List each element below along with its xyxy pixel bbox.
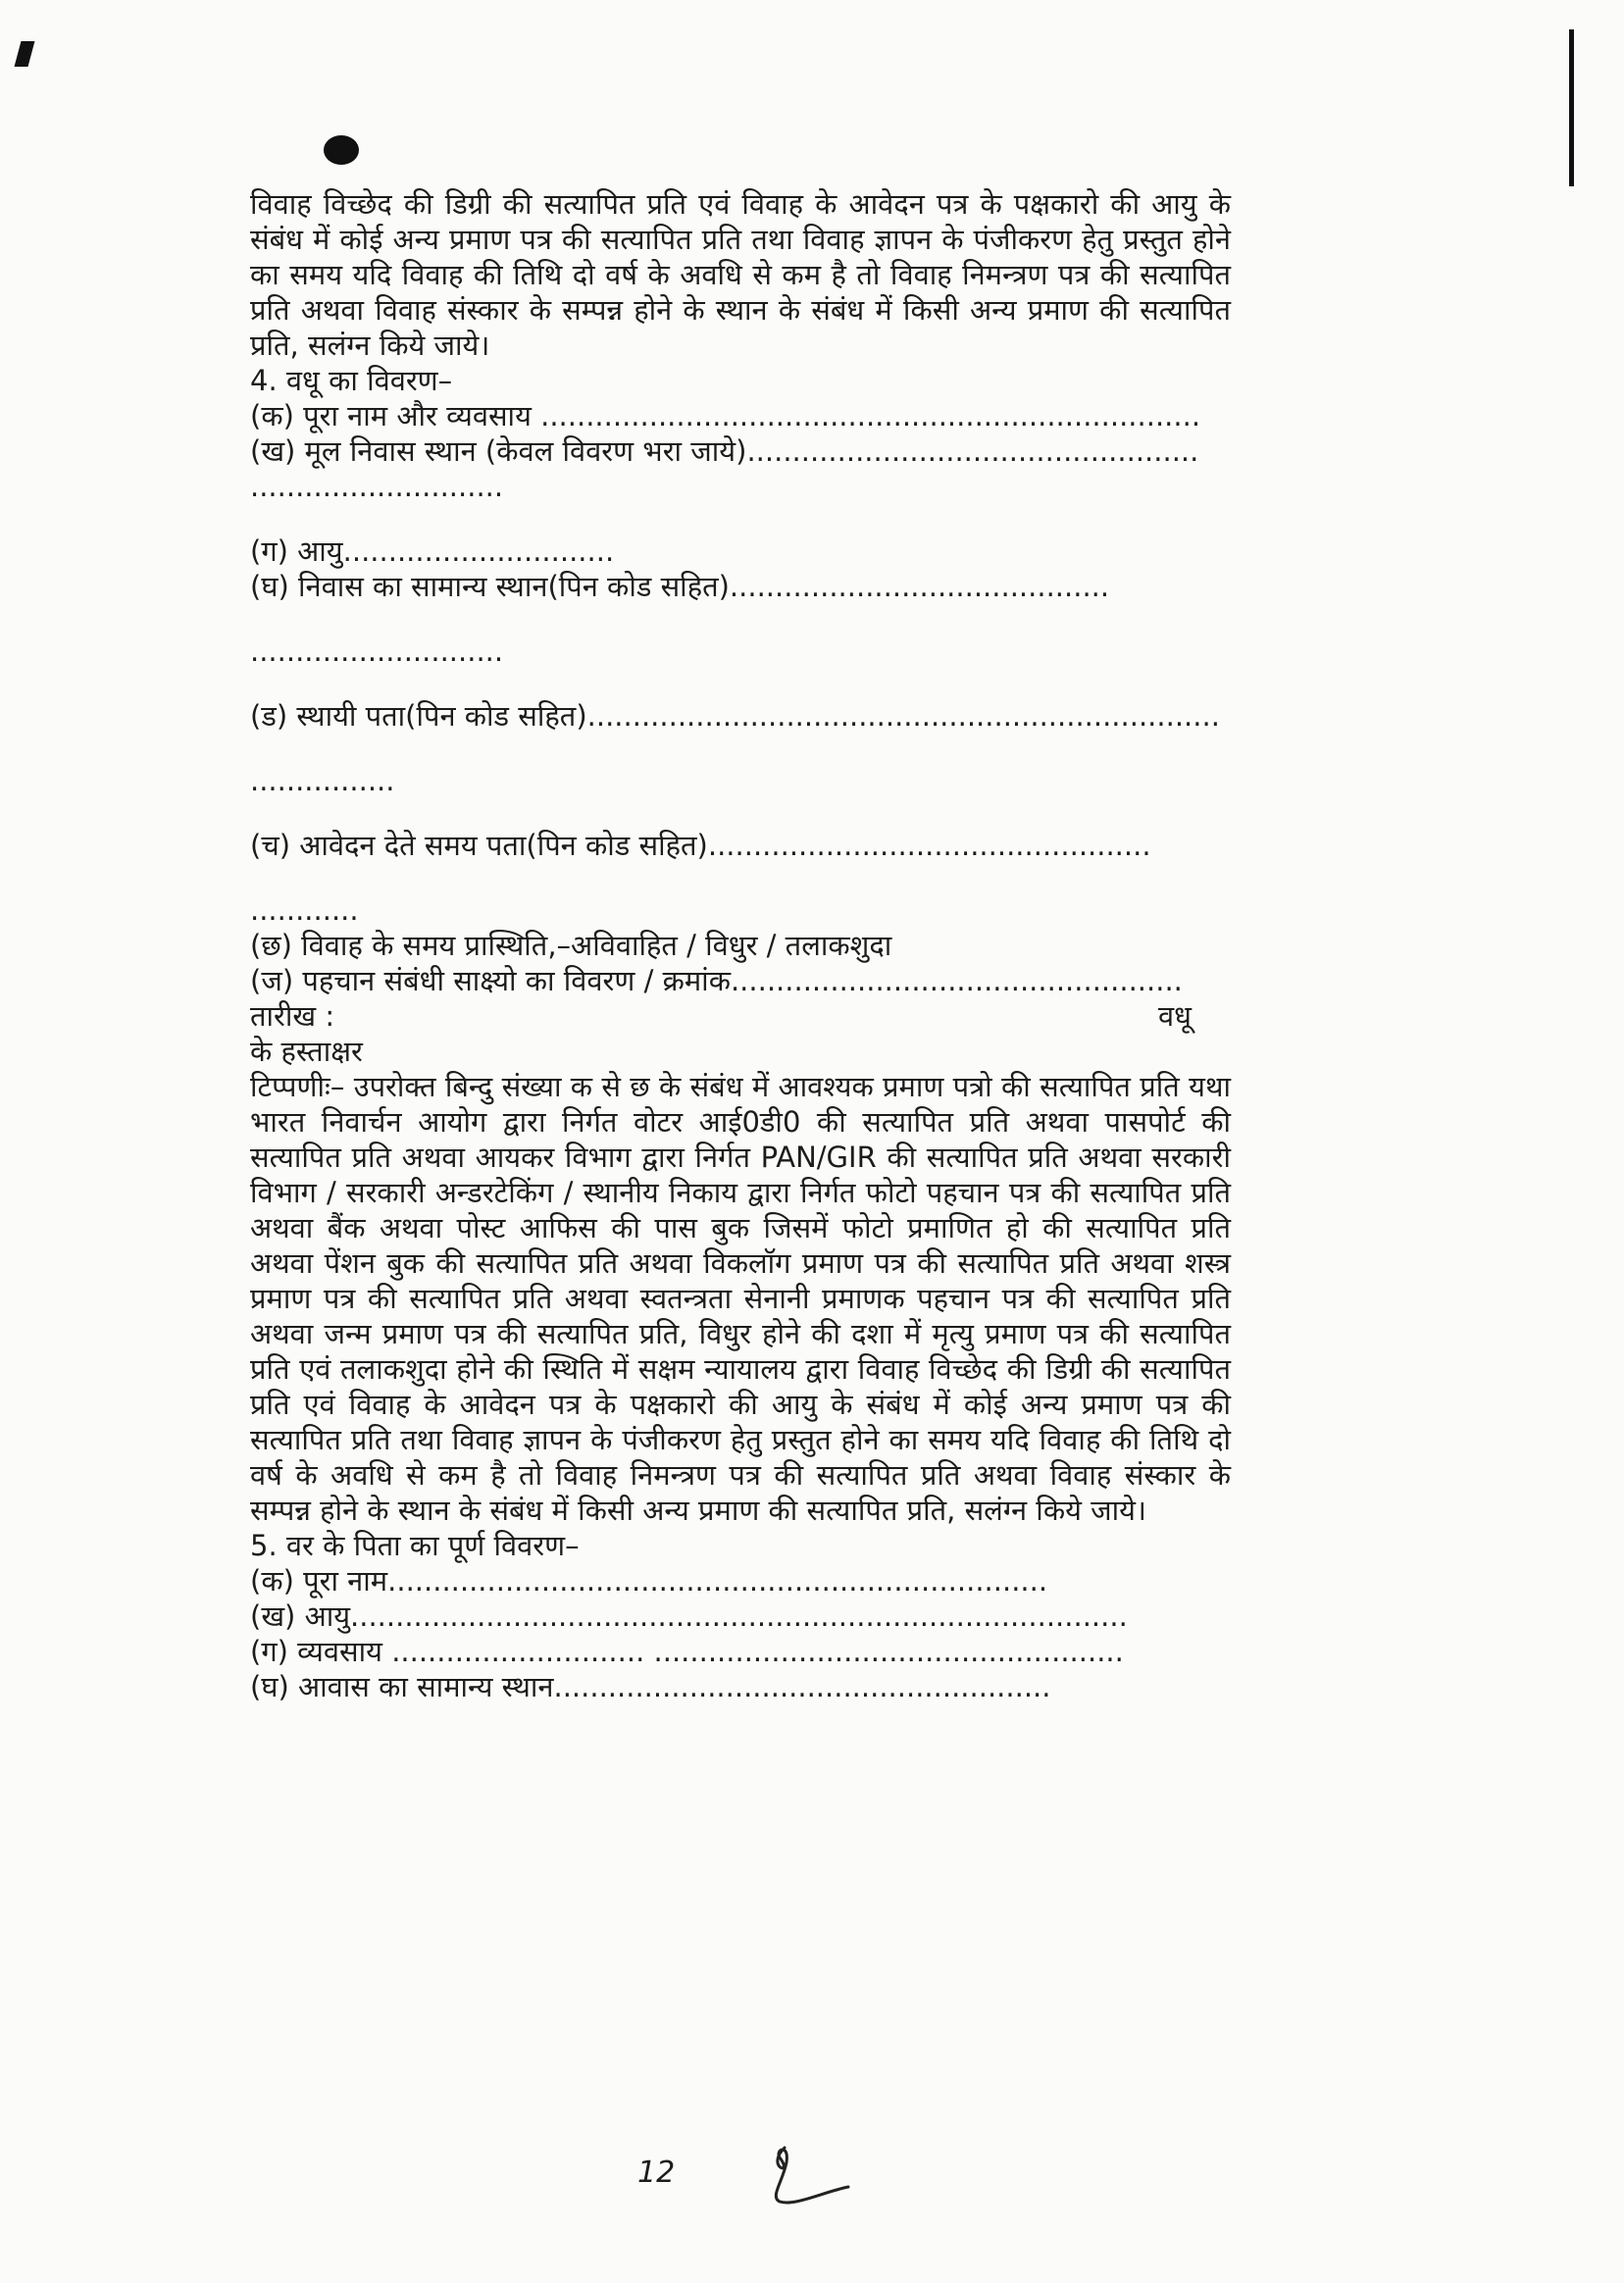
section-5-groom-father-details [250, 1528, 1231, 1704]
page-number: 12 [637, 2156, 676, 2190]
page-footer [628, 2138, 883, 2216]
document-body [250, 186, 1231, 1704]
field-marital-status: (छ) विवाह के समय प्रास्थिति,–अविवाहित / विधुर / तलाकशुदा [250, 929, 892, 962]
scan-corner-mark [15, 41, 35, 67]
scan-edge-line [1569, 29, 1574, 186]
field-address-at-application: (च) आवेदन देते समय पता(पिन कोड सहित)................................................. [250, 829, 1151, 862]
note-paragraph: टिप्पणीः– उपरोक्त बिन्दु संख्या क से छ के संबंध में आवश्यक प्रमाण पत्रो की सत्यापित प्रति यथा भारत निवार्चन आयोग द्वारा निर्गत वोटर आई0डी0 की सत्यापित प्रति अथवा पासपोर्ट की सत्यापित प्रति अथवा आयकर विभाग द्वारा निर्गत PAN/GIR की सत्यापित प्रति अथवा सरकारी विभाग / सरकारी अन्डरटेकिंग / स्थानीय निकाय द्वारा निर्गत फोटो पहचान पत्र की सत्यापित प्रति अथवा बैंक अथवा पोस्ट आफिस की पास बुक जिसमें फोटो प्रमाणित हो की सत्यापित प्रति अथवा पेंशन बुक की सत्यापित प्रति अथवा विकलॉग प्रमाण पत्र की सत्यापित प्रति अथवा शस्त्र प्रमाण पत्र की सत्यापित प्रति अथवा स्वतन्त्रता सेनानी प्रमाणक पहचान पत्र की सत्यापित प्रति अथवा जन्म प्रमाण पत्र की सत्यापित प्रति, विधुर होने की दशा में मृत्यु प्रमाण पत्र की सत्यापित प्रति एवं तलाकशुदा होने की स्थिति में सक्षम न्यायालय द्वारा विवाह विच्छेद की डिग्री की सत्यापित प्रति एवं विवाह के आवेदन पत्र के पक्षकारो की आयु के संबंध में कोई अन्य प्रमाण पत्र की सत्यापित प्रति तथा विवाह ज्ञापन के पंजीकरण हेतु प्रस्तुत होने का समय यदि विवाह की तिथि दो वर्ष के अवधि से कम है तो विवाह निमन्त्रण पत्र की सत्यापित प्रति अथवा विवाह संस्कार के सम्पन्न होने के स्थान के संबंध में किसी अन्य प्रमाण की सत्यापित प्रति, सलंग्न किये जाये। [250, 1070, 1231, 1527]
field-usual-residence: (घ) निवास का सामान्य स्थान(पिन कोड सहित).......................................... [250, 570, 1110, 603]
field-native-place: (ख) मूल निवास स्थान (केवल विवरण भरा जाये).................................................. [250, 434, 1199, 468]
date-signature-row [250, 998, 1192, 1034]
field-age: (ग) आयु.............................. [250, 534, 615, 568]
signer-label: वधू [1158, 999, 1192, 1033]
handwritten-signature [755, 2138, 873, 2216]
section-4-bride-details [250, 363, 1231, 1069]
field-address-at-application-continuation: ............ [250, 893, 359, 927]
field-permanent-address-continuation: ................ [250, 764, 395, 797]
intro-paragraph: विवाह विच्छेद की डिग्री की सत्यापित प्रति एवं विवाह के आवेदन पत्र के पक्षकारो की आयु के संबंध में कोई अन्य प्रमाण पत्र की सत्यापित प्रति तथा विवाह ज्ञापन के पंजीकरण हेतु प्रस्तुत होने का समय यदि विवाह की तिथि दो वर्ष के अवधि से कम है तो विवाह निमन्त्रण पत्र की सत्यापित प्रति अथवा विवाह संस्कार के सम्पन्न होने के स्थान के संबंध में किसी अन्य प्रमाण की सत्यापित प्रति, सलंग्न किये जाये। [250, 187, 1231, 362]
father-field-age: (ख) आयु...................................................................................... [250, 1599, 1128, 1633]
field-usual-residence-continuation: ............................ [250, 634, 504, 668]
father-field-full-name: (क) पूरा नाम......................................................................... [250, 1564, 1048, 1598]
scan-ink-blot [324, 135, 359, 165]
father-field-occupation: (ग) व्यवसाय ............................ .................................................... [250, 1635, 1124, 1668]
field-full-name-occupation: (क) पूरा नाम और व्यवसाय ......................................................................... [250, 399, 1201, 432]
field-native-place-continuation: ............................ [250, 470, 504, 503]
signature-label: के हस्ताक्षर [250, 1035, 363, 1068]
section-5-heading: 5. वर के पिता का पूर्ण विवरण– [250, 1529, 580, 1562]
section-4-heading: 4. वधू का विवरण– [250, 364, 453, 397]
field-identity-proof: (ज) पहचान संबंधी साक्ष्यो का विवरण / क्रमांक.................................................. [250, 964, 1183, 997]
field-permanent-address: (ड) स्थायी पता(पिन कोड सहित)...................................................................... [250, 699, 1220, 733]
date-label: तारीख : [250, 999, 335, 1033]
father-field-usual-residence: (घ) आवास का सामान्य स्थान....................................................... [250, 1670, 1051, 1703]
